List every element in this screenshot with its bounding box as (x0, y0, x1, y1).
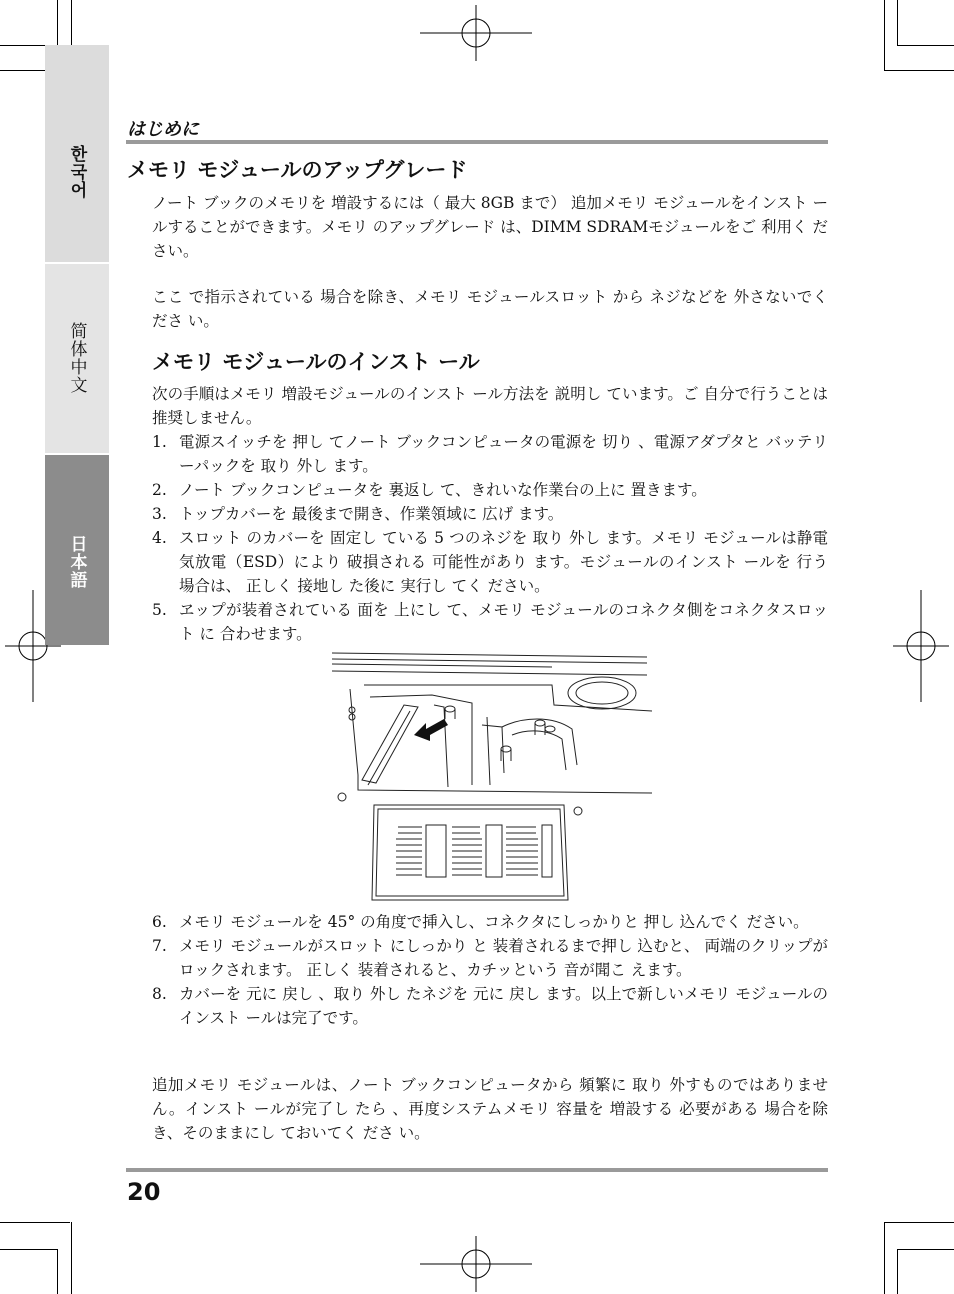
step-item (152, 478, 828, 502)
step-number: 2. (152, 481, 167, 499)
crop-mark (897, 1249, 898, 1294)
crop-mark (884, 0, 885, 70)
header-divider (126, 140, 828, 144)
registration-mark-top (420, 5, 532, 61)
step-item (152, 430, 828, 478)
step-item (152, 910, 828, 934)
section-label: はじめに (127, 119, 199, 140)
footer-divider (126, 1168, 828, 1172)
crop-mark (57, 1249, 58, 1294)
crop-mark (897, 1249, 954, 1250)
crop-mark (0, 1249, 57, 1250)
step-text: 電源スイッチを 押し てノート ブックコンピュータの電源を 切り 、電源アダプタと バッテリーパックを 取り 外し ます。 (179, 433, 828, 475)
note-paragraph: 追加メモリ モジュールは、ノート ブックコンピュータから 頻繁に 取り 外すものではありません。インスト ールが完了し たら 、再度システムメモリ 容量を 増設する 必要がある 場合を除き、そのままにし ておいてく ださ い。 (152, 1076, 828, 1142)
tab-korean[interactable] (45, 45, 109, 262)
step-number: 7. (152, 937, 167, 955)
step-number: 8. (152, 985, 167, 1003)
page-title: メモリ モジュールのアップグレード (127, 158, 468, 182)
step-text: ノート ブックコンピュータを 裏返し て、きれいな作業台の上に 置きます。 (179, 481, 707, 499)
memory-bay-illustration (322, 645, 662, 907)
step-text: スロット のカバーを 固定し ている 5 つのネジを 取り 外し ます。メモリ モジュールは静電気放電（ESD）により 破損される 可能性があり ます。モジュールのインスト ールを 行う 場合は、 正しく 接地し た後に 実行し てく ださい。 (179, 529, 828, 595)
step-number: 4. (152, 529, 167, 547)
step-text: トップカバーを 最後まで開き、作業領域に 広げ ます。 (179, 505, 564, 523)
step-number: 1. (152, 433, 167, 451)
install-heading: メモリ モジュールのインスト ール (152, 350, 480, 374)
step-item (152, 526, 828, 598)
page-number: 20 (127, 1178, 161, 1206)
step-item (152, 982, 828, 1030)
registration-mark-bottom (420, 1236, 532, 1292)
crop-mark (897, 45, 954, 46)
caution-paragraph: ここ で指示されている 場合を除き、メモリ モジュールスロット から ネジなどを 外さないでく ださ い。 (152, 288, 828, 330)
tab-korean-label: 한국어 (66, 145, 87, 199)
crop-mark (884, 1222, 885, 1294)
step-text: ヱップが装着されている 面を 上にし て、メモリ モジュールのコネクタ側をコネクタスロット に 合わせます。 (179, 601, 828, 643)
step-text: カバーを 元に 戻し 、取り 外し たネジを 元に 戻し ます。以上で新しいメモリ モジュールのインスト ールは完了です。 (179, 985, 828, 1027)
crop-mark (0, 1222, 70, 1223)
crop-mark (897, 0, 898, 45)
step-item (152, 502, 828, 526)
step-text: メモリ モジュールがスロット にしっかり と 装着されるまで押し 込むと、 両端のクリップがロックされます。 正しく 装着されると、カチッという 音が聞こ えます。 (179, 937, 828, 979)
steps-list-a (152, 430, 828, 646)
tab-japanese[interactable] (45, 455, 109, 645)
crop-mark (71, 1222, 72, 1294)
step-item (152, 934, 828, 982)
crop-mark (884, 70, 954, 71)
tab-japanese-label: 日本語 (66, 535, 87, 589)
crop-mark (884, 1222, 954, 1223)
tab-chinese[interactable] (45, 264, 109, 453)
step-number: 5. (152, 601, 167, 619)
step-number: 3. (152, 505, 167, 523)
registration-mark-right (893, 590, 949, 702)
step-item (152, 598, 828, 646)
intro-paragraph: ノート ブックのメモリを 増設するには（ 最大 8GB まで） 追加メモリ モジュールをインスト ールすることができます。メモリ のアップグレード は、DIMM SDRAMモジュールをご 利用く ださい。 (152, 194, 828, 260)
tab-chinese-label: 简体中文 (66, 322, 87, 394)
install-intro: 次の手順はメモリ 増設モジュールのインスト ール方法を 説明し ています。ご 自分で行うことは推奨しません。 (152, 385, 828, 427)
crop-mark (57, 0, 58, 45)
step-number: 6. (152, 913, 167, 931)
steps-list-b (152, 910, 828, 1030)
step-text: メモリ モジュールを 45° の角度で挿入し、コネクタにしっかりと 押し 込んでく ださい。 (179, 913, 809, 931)
